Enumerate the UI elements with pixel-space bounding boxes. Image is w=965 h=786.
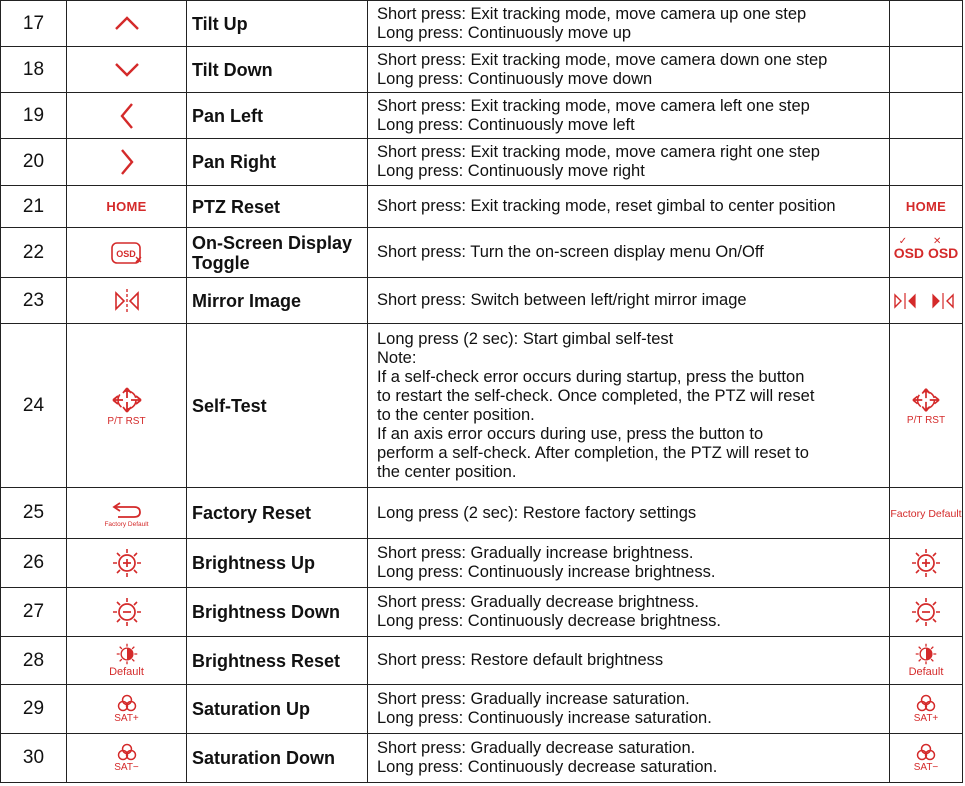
indicator-cell [890, 47, 963, 93]
osd-indicator: ✓ OSD ✕ OSD [893, 235, 959, 261]
function-description: Short press: Exit tracking mode, move camera right one step Long press: Continuously move right [368, 139, 890, 186]
function-description: Short press: Turn the on-screen display menu On/Off [368, 228, 890, 278]
function-name: Tilt Up [187, 1, 368, 47]
pt-reset-icon: P/T RST [67, 385, 186, 427]
indicator-cell [890, 228, 963, 278]
function-name: On-Screen Display Toggle [187, 228, 368, 278]
chevron-up-icon [114, 14, 140, 32]
table-row [1, 1, 963, 47]
table-row [1, 539, 963, 588]
brightness-down-indicator-icon [911, 597, 941, 627]
factory-reset-icon: Factory Default [67, 499, 186, 528]
function-name: Pan Left [187, 93, 368, 139]
row-number: 23 [1, 278, 67, 324]
indicator-cell [890, 734, 963, 783]
function-description: Short press: Exit tracking mode, move camera left one step Long press: Continuously move left [368, 93, 890, 139]
brightness-reset-indicator-icon: Default [890, 643, 962, 678]
table-row [1, 324, 963, 488]
table-row [1, 278, 963, 324]
function-description: Short press: Exit tracking mode, reset gimbal to center position [368, 186, 890, 228]
saturation-up-indicator-icon: SAT+ [890, 694, 962, 724]
function-name: Brightness Up [187, 539, 368, 588]
function-description: Short press: Gradually decrease brightness. Long press: Continuously decrease brightness. [368, 588, 890, 637]
function-description: Short press: Gradually increase saturation. Long press: Continuously increase saturation. [368, 685, 890, 734]
saturation-down-indicator-icon: SAT− [890, 743, 962, 773]
row-number: 26 [1, 539, 67, 588]
row-number: 21 [1, 186, 67, 228]
row-number: 19 [1, 93, 67, 139]
indicator-cell [890, 139, 963, 186]
saturation-up-icon: SAT+ [67, 694, 186, 724]
function-description: Short press: Gradually decrease saturation. Long press: Continuously decrease saturation. [368, 734, 890, 783]
table-row [1, 228, 963, 278]
indicator-cell [890, 588, 963, 637]
pt-reset-indicator-icon: P/T RST [890, 386, 962, 426]
osd-icon [110, 240, 144, 266]
table-row [1, 139, 963, 186]
table-row [1, 488, 963, 539]
factory-default-indicator: Factory Default [890, 508, 962, 520]
function-description: Long press (2 sec): Restore factory settings [368, 488, 890, 539]
function-name: Factory Reset [187, 488, 368, 539]
table-row [1, 734, 963, 783]
table-row [1, 93, 963, 139]
row-number: 17 [1, 1, 67, 47]
function-name: Saturation Up [187, 685, 368, 734]
indicator-cell [890, 685, 963, 734]
function-description: Short press: Gradually increase brightness. Long press: Continuously increase brightness. [368, 539, 890, 588]
table-row [1, 186, 963, 228]
indicator-cell [890, 637, 963, 685]
mirror-indicator-icon [892, 290, 960, 312]
function-name: Brightness Reset [187, 637, 368, 685]
indicator-cell [890, 278, 963, 324]
indicator-cell [890, 488, 963, 539]
row-number: 25 [1, 488, 67, 539]
home-icon: HOME [106, 198, 147, 214]
brightness-reset-icon: Default [67, 643, 186, 678]
function-name: Tilt Down [187, 47, 368, 93]
row-number: 18 [1, 47, 67, 93]
function-description: Short press: Restore default brightness [368, 637, 890, 685]
function-name: Mirror Image [187, 278, 368, 324]
brightness-up-icon [112, 548, 142, 578]
brightness-up-indicator-icon [911, 548, 941, 578]
row-number: 20 [1, 139, 67, 186]
table-row [1, 637, 963, 685]
row-number: 30 [1, 734, 67, 783]
brightness-down-icon [112, 597, 142, 627]
mirror-icon [112, 287, 142, 315]
function-description: Long press (2 sec): Start gimbal self-test Note: If a self-check error occurs during startup, press the button to restart the self-check. Once completed, the PTZ will reset to the center position. If an axis error occurs during use, press the button to perform a self-check. After completion, the PTZ will reset to the center position. [368, 324, 890, 488]
row-number: 24 [1, 324, 67, 488]
indicator-cell [890, 1, 963, 47]
function-description: Short press: Exit tracking mode, move camera up one step Long press: Continuously move up [368, 1, 890, 47]
function-description: Short press: Switch between left/right mirror image [368, 278, 890, 324]
function-description: Short press: Exit tracking mode, move camera down one step Long press: Continuously move down [368, 47, 890, 93]
chevron-right-icon [118, 148, 136, 176]
function-name: Pan Right [187, 139, 368, 186]
indicator-cell [890, 186, 963, 228]
row-number: 28 [1, 637, 67, 685]
home-indicator: HOME [905, 198, 947, 214]
chevron-left-icon [118, 102, 136, 130]
indicator-cell [890, 93, 963, 139]
function-name: Self-Test [187, 324, 368, 488]
table-row [1, 588, 963, 637]
row-number: 29 [1, 685, 67, 734]
function-name: Saturation Down [187, 734, 368, 783]
row-number: 22 [1, 228, 67, 278]
table-row [1, 47, 963, 93]
function-name: PTZ Reset [187, 186, 368, 228]
chevron-down-icon [114, 60, 140, 78]
indicator-cell [890, 539, 963, 588]
row-number: 27 [1, 588, 67, 637]
function-name: Brightness Down [187, 588, 368, 637]
indicator-cell [890, 324, 963, 488]
table-row [1, 685, 963, 734]
svg-text:OSD: OSD [115, 248, 136, 259]
saturation-down-icon: SAT− [67, 743, 186, 773]
